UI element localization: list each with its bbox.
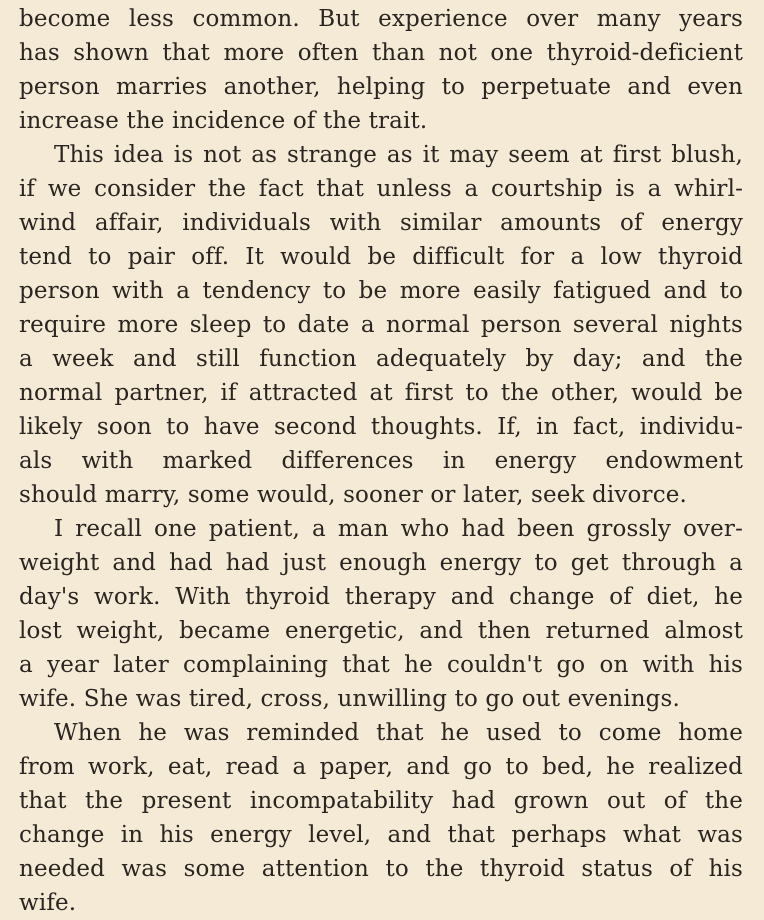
text-line: normal partner, if attracted at first to the other, would be xyxy=(19,380,743,406)
text-line: if we consider the fact that unless a courtship is a whirl- xyxy=(19,176,743,202)
text-line: likely soon to have second thoughts. If, in fact, individu- xyxy=(19,414,743,440)
text-line: person marries another, helping to perpetuate and even xyxy=(19,74,743,100)
text-line: wife. xyxy=(19,890,77,916)
text-line: needed was some attention to the thyroid status of his xyxy=(19,856,743,882)
text-line: a year later complaining that he couldn't go on with his xyxy=(19,652,743,678)
text-line: wife. She was tired, cross, unwilling to go out evenings. xyxy=(19,686,680,712)
text-line: person with a tendency to be more easily fatigued and to xyxy=(19,278,743,304)
text-line: weight and had had just enough energy to get through a xyxy=(19,550,743,576)
text-line: wind affair, individuals with similar amounts of energy xyxy=(19,210,743,236)
text-line: day's work. With thyroid therapy and change of diet, he xyxy=(19,584,743,610)
text-line: require more sleep to date a normal person several nights xyxy=(19,312,743,338)
text-line: lost weight, became energetic, and then returned almost xyxy=(19,618,743,644)
paragraph-first-line: I recall one patient, a man who had been grossly over- xyxy=(54,516,743,542)
paragraph-first-line: When he was reminded that he used to come home xyxy=(54,720,743,746)
paragraph-first-line: This idea is not as strange as it may seem at first blush, xyxy=(54,142,743,168)
text-line: become less common. But experience over many years xyxy=(19,6,743,32)
text-line: has shown that more often than not one thyroid-deficient xyxy=(19,40,743,66)
text-line: increase the incidence of the trait. xyxy=(19,108,428,134)
text-line: a week and still function adequately by day; and the xyxy=(19,346,743,372)
text-line: als with marked differences in energy endowment xyxy=(19,448,743,474)
text-line: tend to pair off. It would be difficult for a low thyroid xyxy=(19,244,743,270)
text-line: change in his energy level, and that perhaps what was xyxy=(19,822,743,848)
text-line: from work, eat, read a paper, and go to bed, he realized xyxy=(19,754,743,780)
text-line: should marry, some would, sooner or later, seek divorce. xyxy=(19,482,687,508)
text-line: that the present incompatability had grown out of the xyxy=(19,788,743,814)
